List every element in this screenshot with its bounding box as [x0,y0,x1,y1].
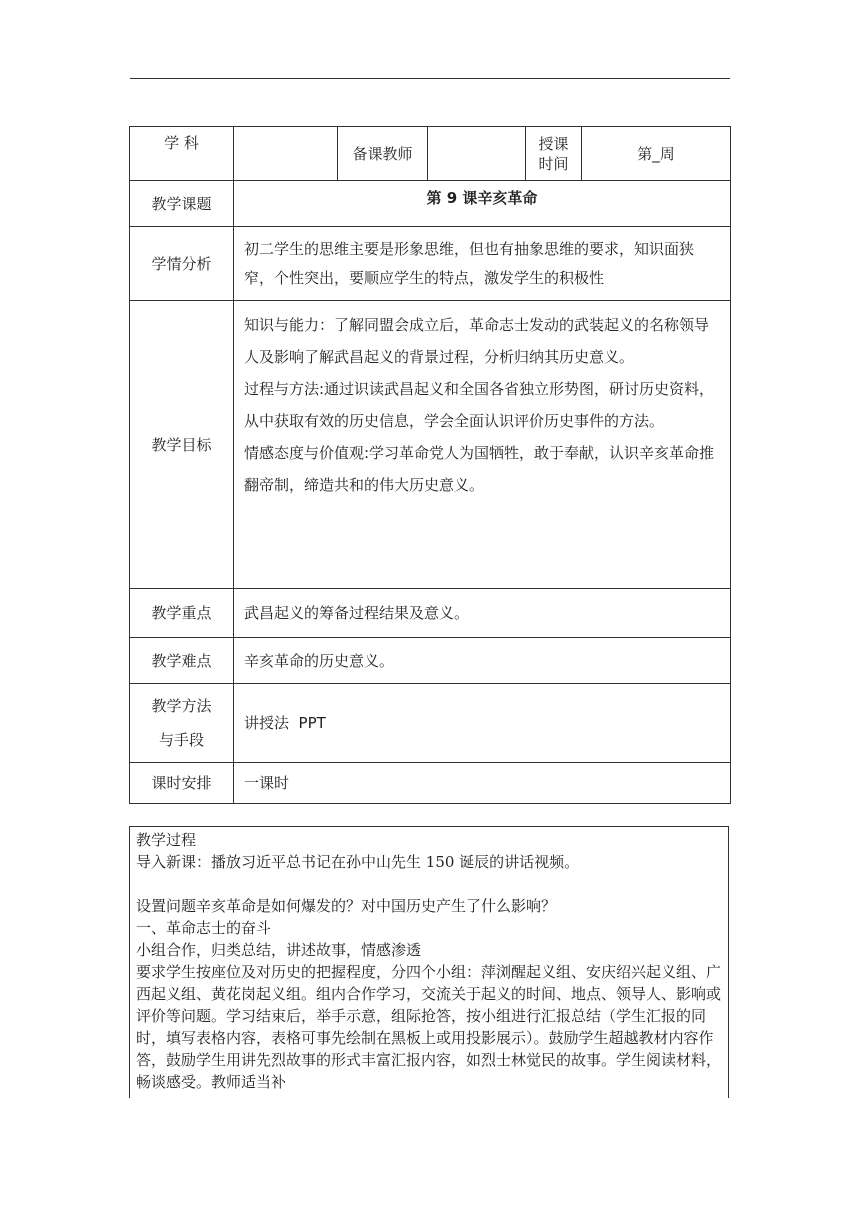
process-heading: 教学过程 [136,831,197,849]
row-topic [130,181,731,227]
key-value: 武昌起义的筹备过程结果及意义。 [234,589,731,638]
schedule-value: 一课时 [234,763,731,804]
topic-label: 教学课题 [130,181,234,227]
row-key-points [130,589,731,638]
objective-attitude: 情感态度与价值观:学习革命党人为国牺牲，敢于奉献，认识辛亥革命推翻帝制，缔造共和的伟大历史意义。 [244,444,715,494]
process-body: 要求学生按座位及对历史的把握程度，分四个小组：萍浏醒起义组、安庆绍兴起义组、广西起义组、黄花岗起义组。组内合作学习，交流关于起义的时间、地点、领导人、影响或评价等问题。学习结束后，举手示意，组际抢答，按小组进行汇报总结（学生汇报的同时，填写表格内容，表格可事先绘制在黑板上或用投影展示）。鼓励学生超越教材内容作答，鼓励学生用讲先烈故事的形式丰富汇报内容，如烈士林觉民的故事。学生阅读材料，畅谈感受。教师适当补 [136,963,722,1091]
method-value: 讲授法 PPT [234,684,731,763]
row-objectives [130,301,731,589]
header-rule [130,78,730,79]
row-subject [130,127,731,181]
objective-knowledge: 知识与能力：了解同盟会成立后，革命志士发动的武装起义的名称领导人及影响了解武昌起义的背景过程，分析归纳其历史意义。 [244,316,710,366]
subject-label: 学 科 [130,127,234,181]
analysis-value: 初二学生的思维主要是形象思维，但也有抽象思维的要求，知识面狭窄，个性突出，要顺应学生的特点，激发学生的积极性 [234,227,731,301]
objectives-cell [234,301,731,589]
row-method [130,684,731,763]
teacher-label: 备课教师 [338,127,428,181]
subject-value [234,127,338,181]
row-analysis [130,227,731,301]
schedule-label: 课时安排 [130,763,234,804]
method-label: 教学方法 与手段 [130,684,234,763]
key-label: 教学重点 [130,589,234,638]
topic-value: 第 9 课辛亥革命 [234,181,731,227]
row-schedule [130,763,731,804]
process-section-1: 一、革命志士的奋斗 [136,919,272,937]
teaching-process-box [129,826,729,1098]
row-difficulty [130,638,731,684]
teacher-value [428,127,526,181]
analysis-label: 学情分析 [130,227,234,301]
time-value: 第_周 [582,127,731,181]
time-label: 授课 时间 [526,127,582,181]
objectives-label: 教学目标 [130,301,234,589]
process-intro: 导入新课：播放习近平总书记在孙中山先生 150 诞辰的讲话视频。 [136,853,580,871]
process-question: 设置问题辛亥革命是如何爆发的？对中国历史产生了什么影响？ [136,897,557,915]
difficulty-value: 辛亥革命的历史意义。 [234,638,731,684]
process-activity: 小组合作，归类总结，讲述故事，情感渗透 [136,941,422,959]
difficulty-label: 教学难点 [130,638,234,684]
lesson-plan-table [129,126,731,804]
objective-process: 过程与方法:通过识读武昌起义和全国各省独立形势图，研讨历史资料，从中获取有效的历史信息，学会全面认识评价历史事件的方法。 [244,380,715,430]
